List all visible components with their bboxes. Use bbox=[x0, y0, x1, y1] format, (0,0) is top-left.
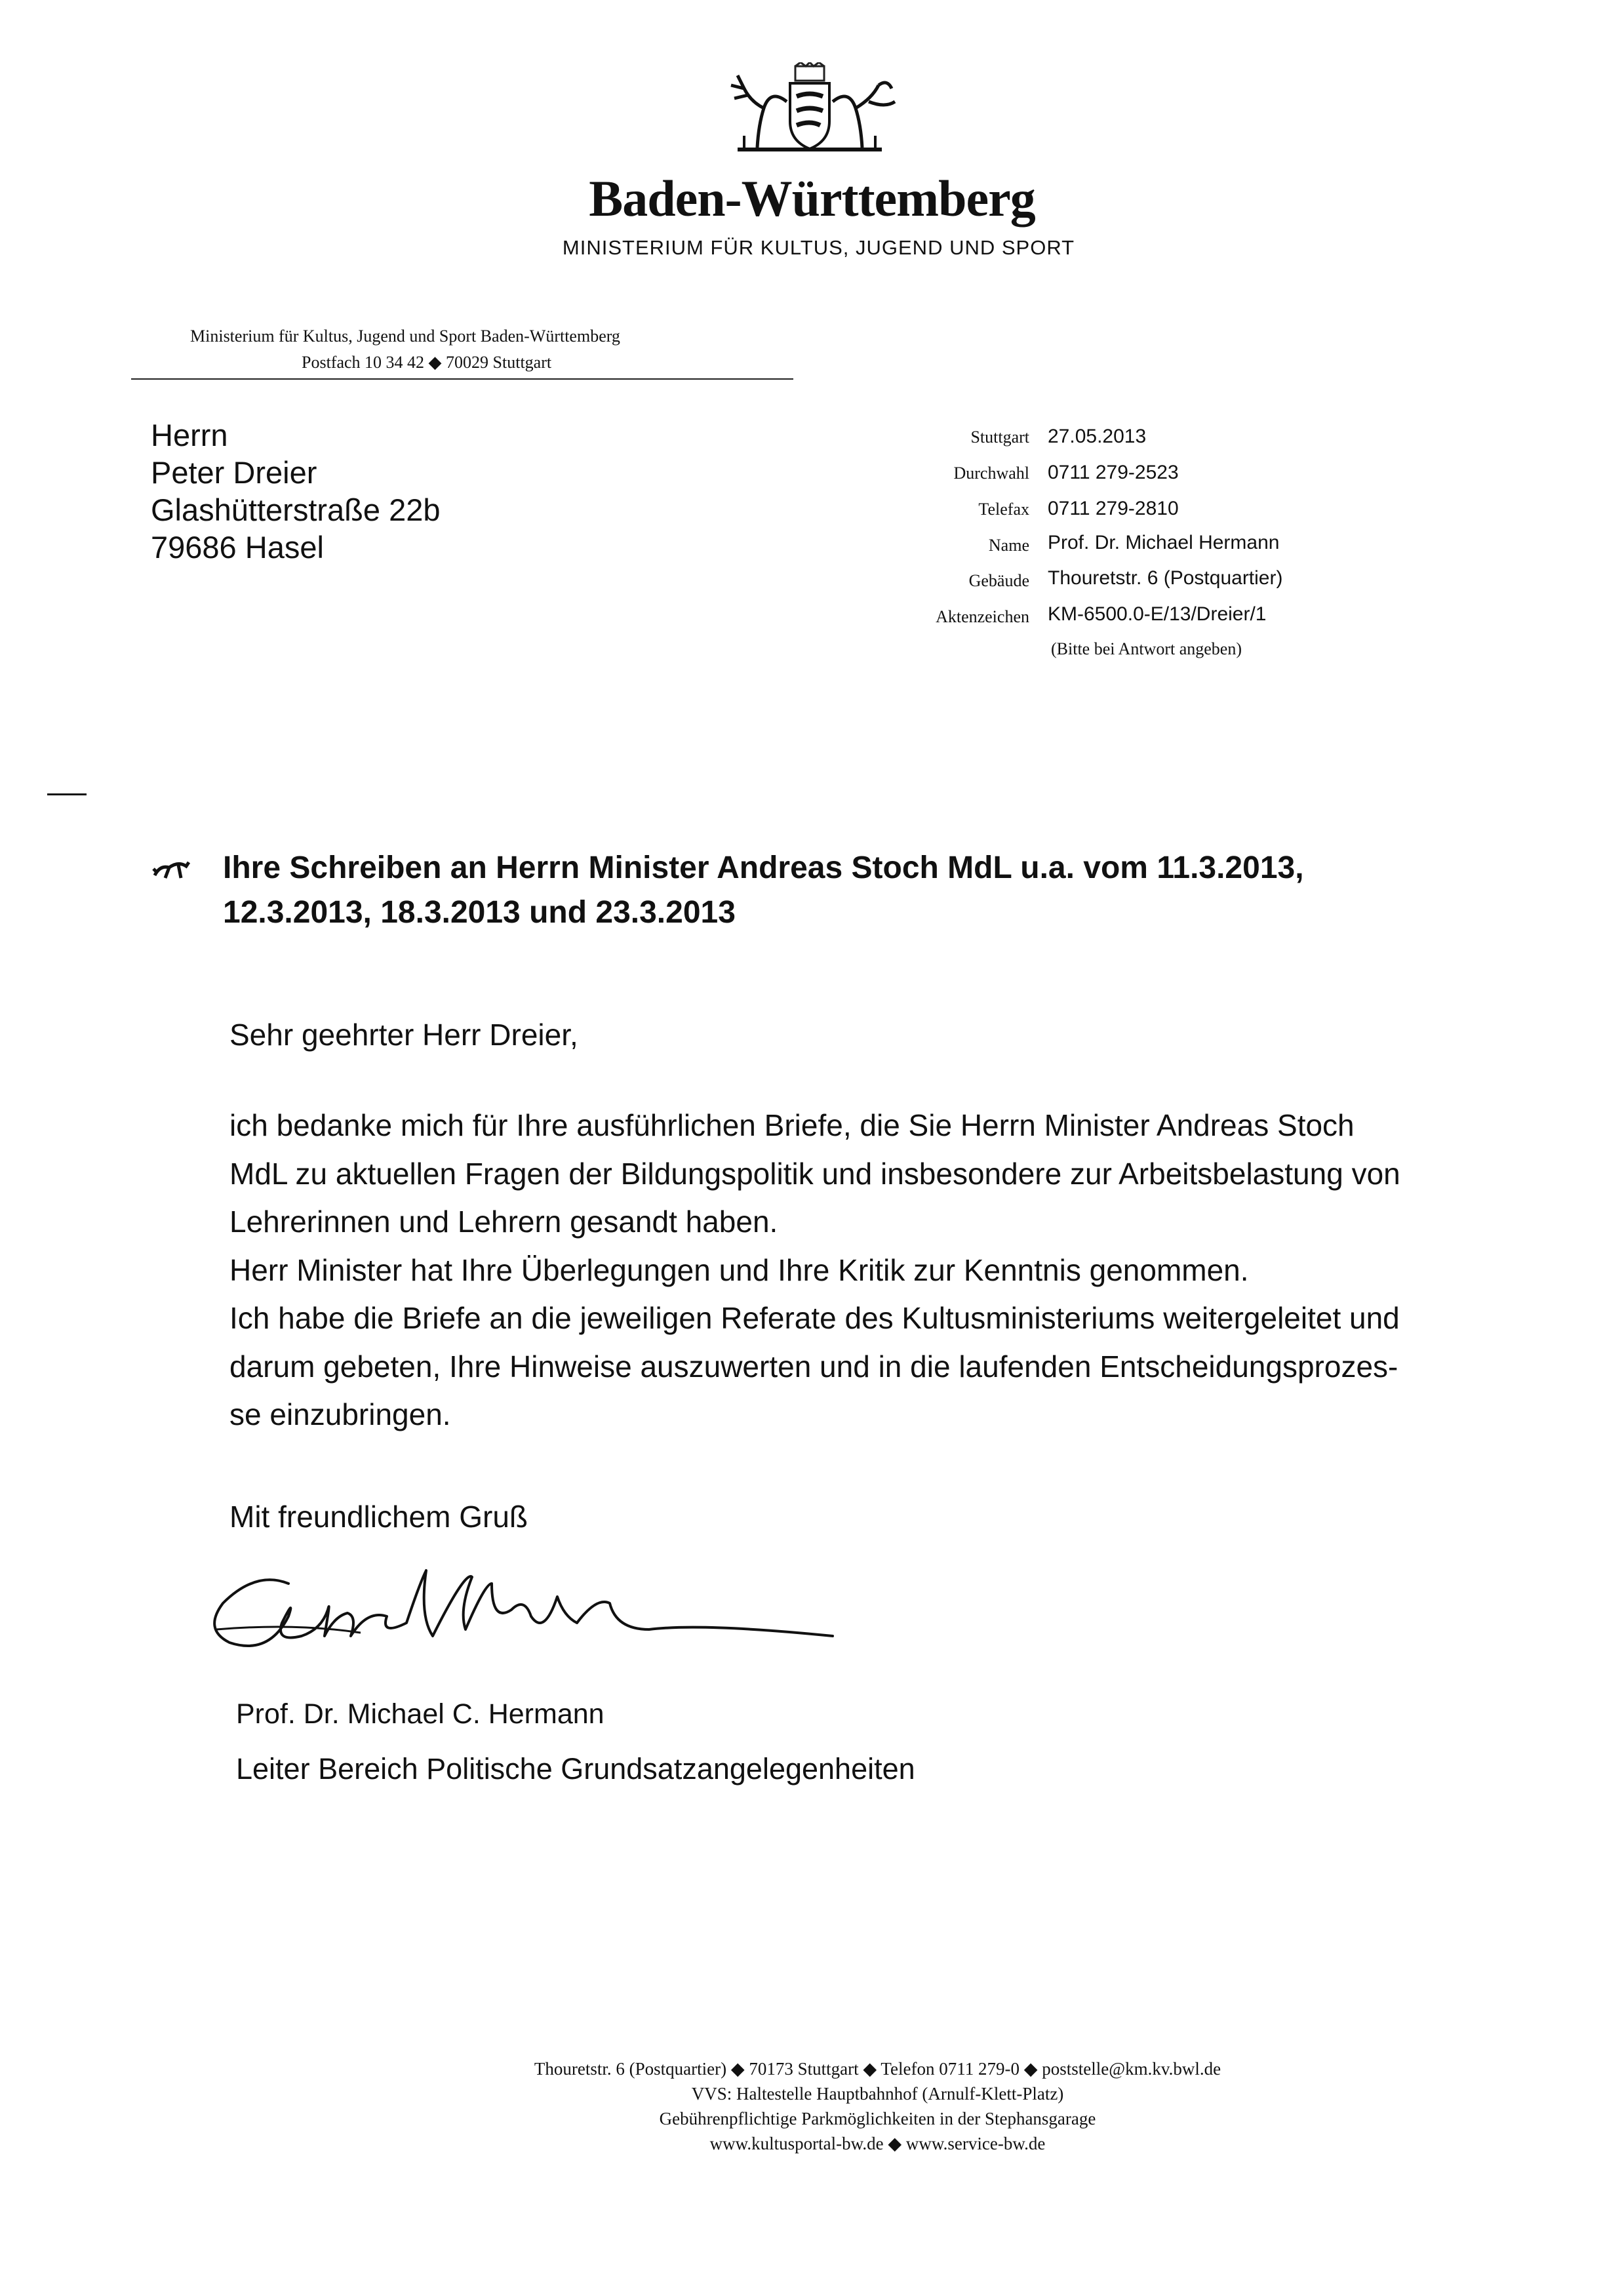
body-line: MdL zu aktuellen Fragen der Bildungspolitik und insbesondere zur Arbeitsbelastung von bbox=[229, 1156, 1400, 1191]
sender-line-1: Ministerium für Kultus, Jugend und Sport Baden-Württemberg bbox=[190, 327, 620, 346]
body-text bbox=[229, 1102, 1521, 1439]
meta-note: (Bitte bei Antwort angeben) bbox=[1051, 639, 1242, 658]
footer-transit: VVS: Haltestelle Hauptbahnhof (Arnulf-Klett-Platz) bbox=[691, 2084, 1064, 2104]
meta-label: Telefax bbox=[978, 500, 1029, 519]
meta-value-date: 27.05.2013 bbox=[1048, 426, 1147, 447]
subject bbox=[223, 846, 1469, 935]
state-name: Baden-Württemberg bbox=[589, 170, 1035, 227]
greeting: Sehr geehrter Herr Dreier, bbox=[229, 1018, 578, 1052]
sender-line-2: Postfach 10 34 42 ◆ 70029 Stuttgart bbox=[302, 353, 552, 372]
footer-websites: www.kultusportal-bw.de ◆ www.service-bw.de bbox=[709, 2134, 1046, 2153]
meta-label: Name bbox=[988, 536, 1029, 555]
recipient-street: Glashütterstraße 22b bbox=[151, 492, 441, 527]
meta-value-name: Prof. Dr. Michael Hermann bbox=[1048, 532, 1280, 553]
meta-label: Gebäude bbox=[968, 571, 1029, 590]
fold-mark bbox=[47, 793, 87, 795]
body-line: ich bedanke mich für Ihre ausführlichen Briefe, die Sie Herrn Minister Andreas Stoch bbox=[229, 1108, 1355, 1142]
meta-value-reference: KM-6500.0-E/13/Dreier/1 bbox=[1048, 603, 1267, 625]
body-line: darum gebeten, Ihre Hinweise auszuwerten und in die laufenden Entscheidungsprozes- bbox=[229, 1349, 1398, 1384]
coat-of-arms-icon bbox=[718, 62, 901, 161]
meta-label: Aktenzeichen bbox=[936, 607, 1029, 626]
footer-parking: Gebührenpflichtige Parkmöglichkeiten in der Stephansgarage bbox=[659, 2109, 1096, 2128]
meta-value-fax: 0711 279-2810 bbox=[1048, 498, 1179, 519]
body-line: se einzubringen. bbox=[229, 1397, 451, 1431]
closing: Mit freundlichem Gruß bbox=[229, 1500, 528, 1534]
signer-name: Prof. Dr. Michael C. Hermann bbox=[236, 1698, 604, 1730]
recipient-city: 79686 Hasel bbox=[151, 530, 324, 565]
recipient-name: Peter Dreier bbox=[151, 455, 317, 490]
subject-line-1: Ihre Schreiben an Herrn Minister Andreas Stoch MdL u.a. vom 11.3.2013, bbox=[223, 850, 1304, 885]
subject-line-2: 12.3.2013, 18.3.2013 und 23.3.2013 bbox=[223, 895, 736, 930]
meta-label: Durchwahl bbox=[953, 464, 1029, 483]
footer-address: Thouretstr. 6 (Postquartier) ◆ 70173 Stuttgart ◆ Telefon 0711 279-0 ◆ poststelle@km.kv.bwl.de bbox=[534, 2059, 1221, 2079]
body-line: Lehrerinnen und Lehrern gesandt haben. bbox=[229, 1205, 778, 1239]
ministry-name: MINISTERIUM FÜR KULTUS, JUGEND UND SPORT bbox=[562, 236, 1075, 259]
meta-value-building: Thouretstr. 6 (Postquartier) bbox=[1048, 567, 1283, 589]
signer-title: Leiter Bereich Politische Grundsatzangelegenheiten bbox=[236, 1752, 915, 1786]
meta-value-phone: 0711 279-2523 bbox=[1048, 462, 1179, 483]
body-line: Herr Minister hat Ihre Überlegungen und Ihre Kritik zur Kenntnis genommen. bbox=[229, 1252, 1249, 1287]
sender-rule bbox=[131, 378, 793, 380]
body-line: Ich habe die Briefe an die jeweiligen Referate des Kultusministeriums weitergeleitet und bbox=[229, 1301, 1400, 1335]
signature bbox=[190, 1557, 846, 1675]
recipient-salutation: Herrn bbox=[151, 418, 228, 452]
lion-emblem-icon bbox=[152, 856, 191, 882]
meta-label: Stuttgart bbox=[970, 428, 1029, 447]
